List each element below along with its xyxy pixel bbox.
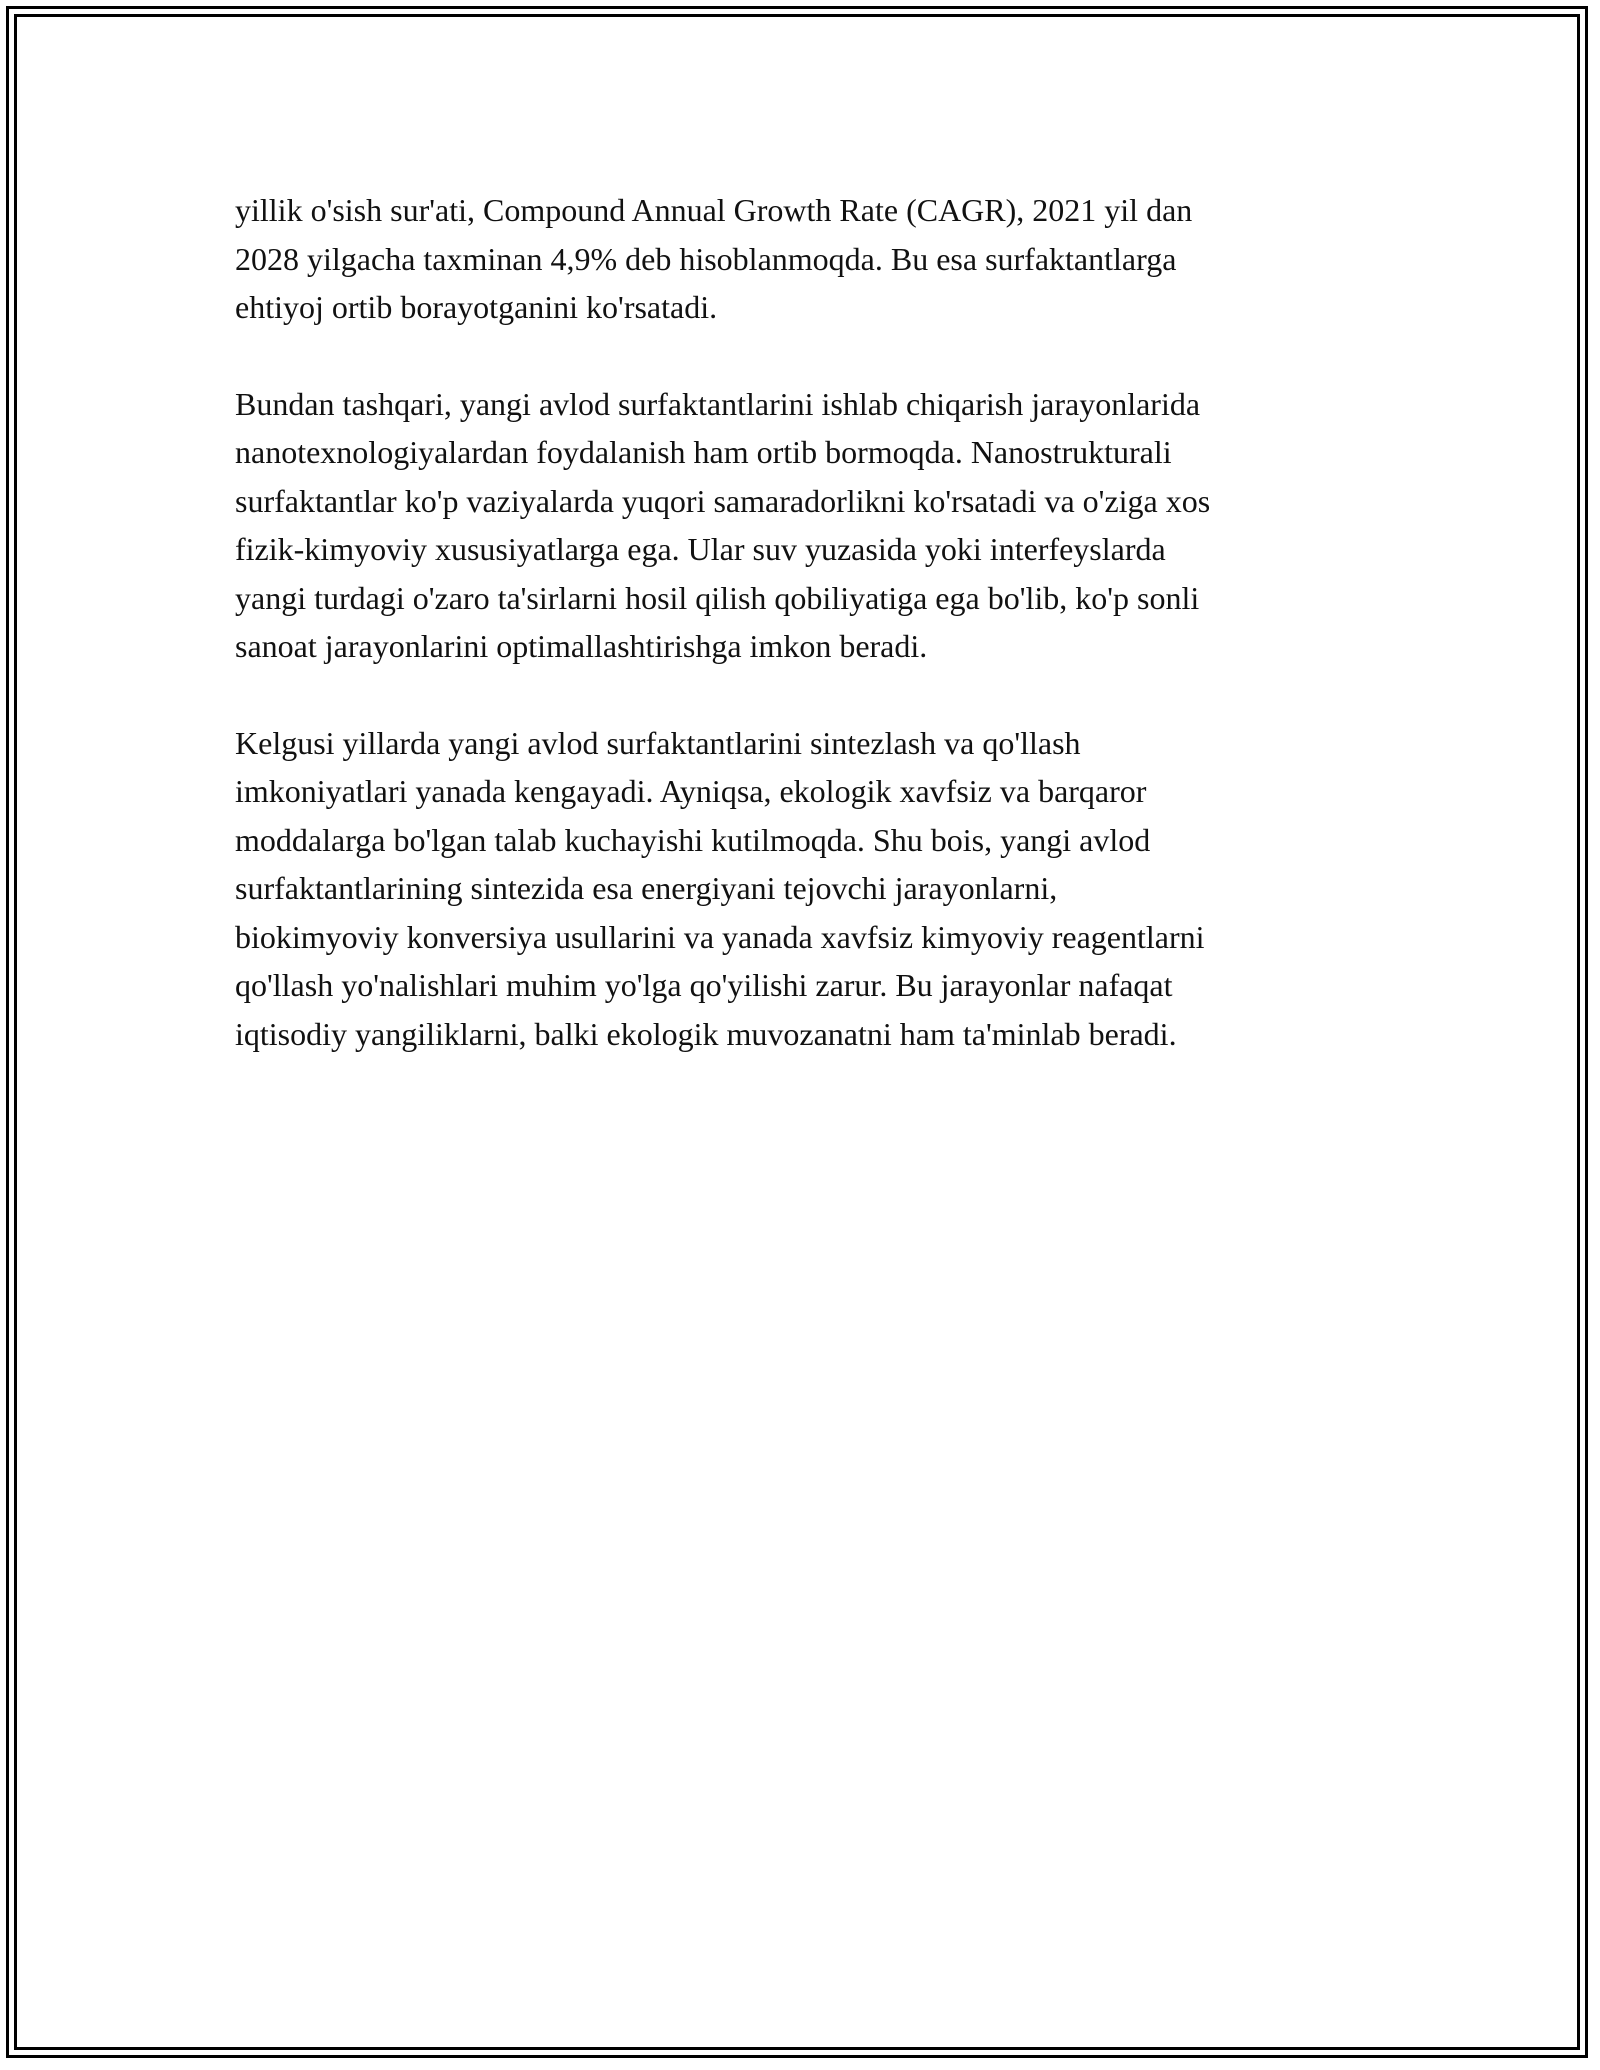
text-line: surfaktantlarining sintezida esa energiyani tejovchi jarayonlarni,	[235, 870, 1058, 906]
text-line: yillik o'sish sur'ati, Compound Annual Growth Rate (CAGR), 2021 yil dan	[235, 192, 1193, 228]
text-line: 2028 yilgacha taxminan 4,9% deb hisoblanmoqda. Bu esa surfaktantlarga	[235, 240, 1177, 277]
text-line: Kelgusi yillarda yangi avlod surfaktantlarini sintezlash va qo'llash	[235, 724, 1081, 761]
text-line: fizik-kimyoviy xususiyatlarga ega. Ular suv yuzasida yoki interfeyslarda	[235, 531, 1166, 567]
text-line: sanoat jarayonlarini optimallashtirishga imkon beradi.	[235, 628, 928, 664]
text-line: yangi turdagi o'zaro ta'sirlarni hosil qilish qobiliyatiga ega bo'lib, ko'p sonli	[235, 579, 1200, 616]
text-line: ehtiyoj ortib borayotganini ko'rsatadi.	[235, 289, 718, 325]
text-line: iqtisodiy yangiliklarni, balki ekologik muvozanatni ham ta'minlab beradi.	[235, 1015, 1177, 1052]
text-line: nanotexnologiyalardan foydalanish ham ortib bormoqda. Nanostrukturali	[235, 434, 1172, 470]
paragraph-nanotechnology	[235, 380, 1375, 671]
text-line: surfaktantlar ko'p vaziyalarda yuqori samaradorlikni ko'rsatadi va o'ziga xos	[235, 482, 1211, 519]
text-line: qo'llash yo'nalishlari muhim yo'lga qo'yilishi zarur. Bu jarayonlar nafaqat	[235, 967, 1173, 1003]
paragraph-cagr	[235, 186, 1375, 332]
text-line: imkoniyatlari yanada kengayadi. Ayniqsa, ekologik xavfsiz va barqaror	[235, 773, 1147, 809]
text-line: Bundan tashqari, yangi avlod surfaktantlarini ishlab chiqarish jarayonlarida	[235, 385, 1201, 422]
paragraph-future-outlook	[235, 719, 1375, 1059]
document-body	[235, 186, 1375, 1106]
text-line: biokimyoviy konversiya usullarini va yanada xavfsiz kimyoviy reagentlarni	[235, 918, 1205, 955]
text-line: moddalarga bo'lgan talab kuchayishi kutilmoqda. Shu bois, yangi avlod	[235, 821, 1151, 858]
